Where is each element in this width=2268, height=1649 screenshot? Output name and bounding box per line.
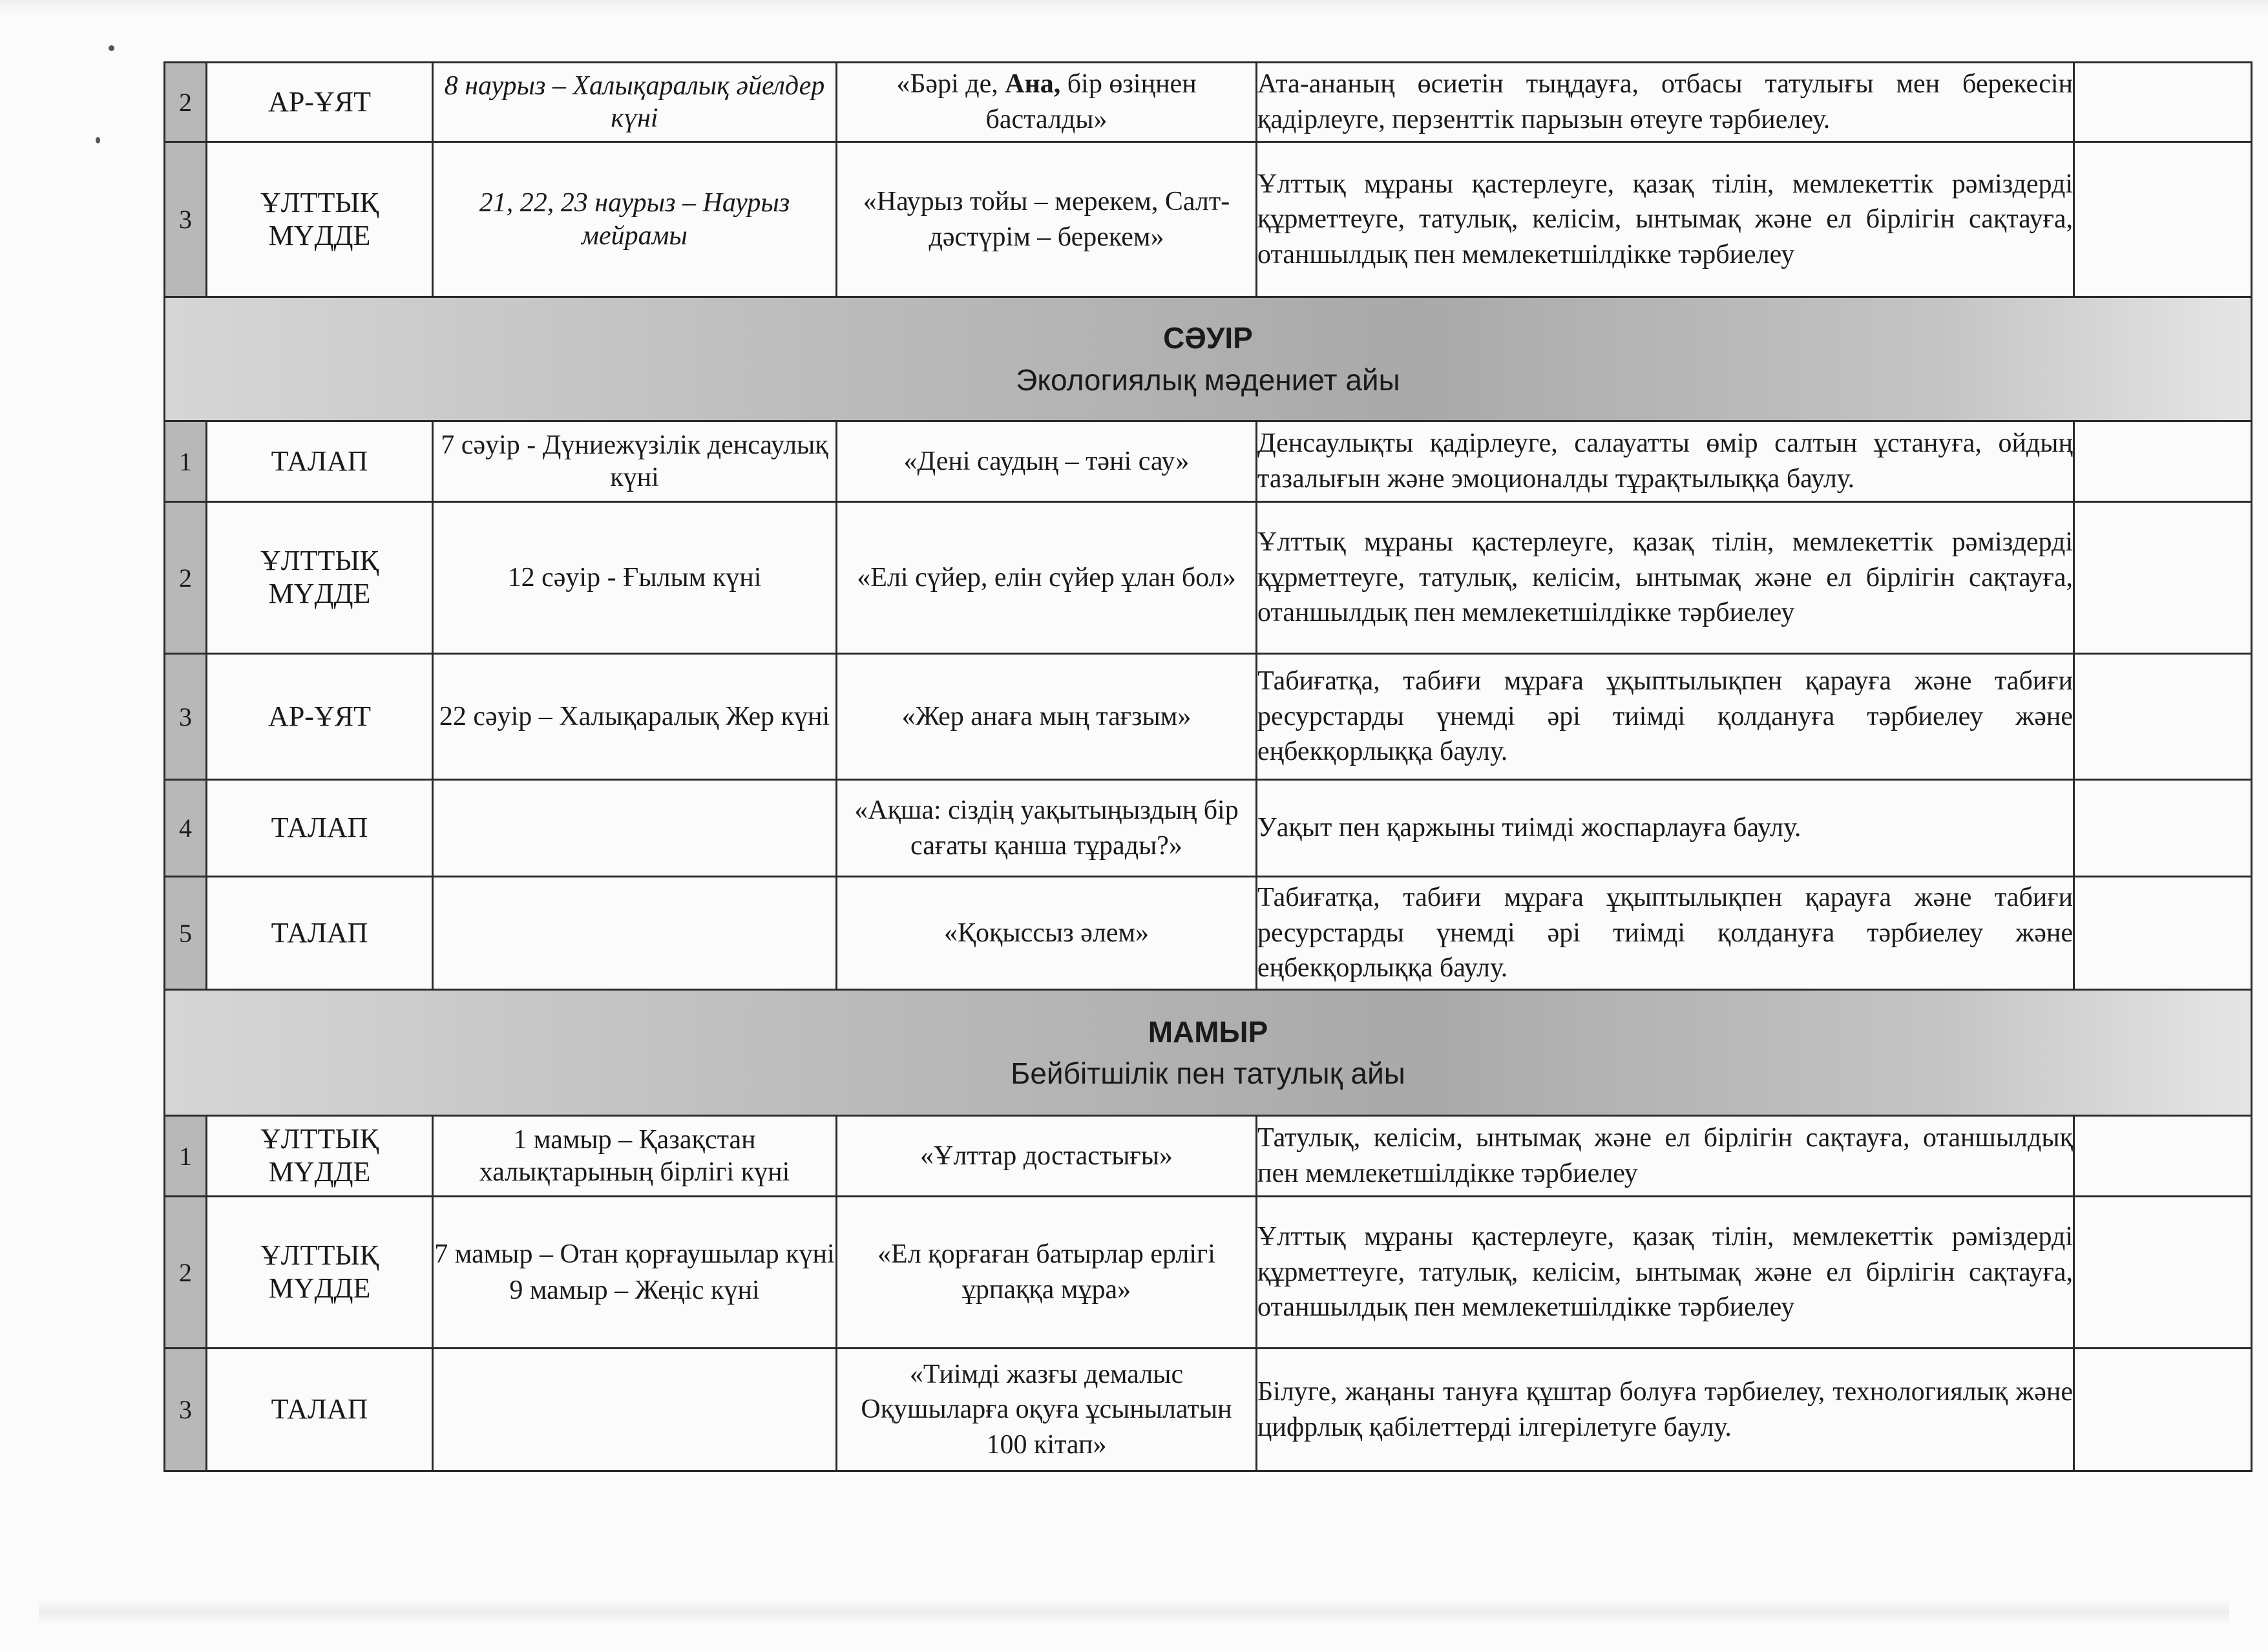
table-row bbox=[165, 654, 2252, 780]
table-row bbox=[165, 502, 2252, 654]
notes-cell bbox=[2074, 780, 2252, 877]
category-cell: ҰЛТТЫҚ МҮДДЕ bbox=[207, 502, 433, 654]
date-cell: 21, 22, 23 наурыз – Наурыз мейрамы bbox=[433, 142, 837, 297]
month-header-may bbox=[165, 990, 2252, 1116]
goal-cell: Табиғатқа, табиғи мұраға ұқыптылықпен қарауға және табиғи ресурстарды үнемді әрі тиімді қолдануға тәрбиелеу және еңбекқорлыққа баулу. bbox=[1257, 654, 2074, 780]
row-number: 4 bbox=[165, 780, 207, 877]
row-number: 3 bbox=[165, 1349, 207, 1471]
row-number: 2 bbox=[165, 63, 207, 142]
month-header-april bbox=[165, 297, 2252, 421]
goal-cell: Денсаулықты қадірлеуге, салауатты өмір салтын ұстануға, ойдың тазалығын және эмоционалды тұрақтылыққа баулу. bbox=[1257, 421, 2074, 502]
notes-cell bbox=[2074, 877, 2252, 990]
date-line: 7 мамыр – Отан қорғаушылар күні bbox=[434, 1239, 835, 1269]
event-title-cell: «Дені саудың – тәні сау» bbox=[837, 421, 1257, 502]
date-cell: 1 мамыр – Қазақстан халықтарының бірлігі күні bbox=[433, 1116, 837, 1197]
table-row bbox=[165, 877, 2252, 990]
notes-cell bbox=[2074, 502, 2252, 654]
notes-cell bbox=[2074, 421, 2252, 502]
month-title: МАМЫР bbox=[1148, 1014, 1268, 1049]
event-title-part: бір өзіңнен басталды» bbox=[985, 69, 1197, 134]
notes-cell bbox=[2074, 1197, 2252, 1349]
row-number: 1 bbox=[165, 1116, 207, 1197]
event-title-part: «Бәрі де, bbox=[896, 69, 1005, 100]
row-number: 2 bbox=[165, 502, 207, 654]
date-cell: 12 сәуір - Ғылым күні bbox=[433, 502, 837, 654]
event-title-cell: «Қоқыссыз әлем» bbox=[837, 877, 1257, 990]
scan-speck bbox=[96, 137, 100, 143]
date-cell: 7 сәуір - Дүниежүзілік денсаулық күні bbox=[433, 421, 837, 502]
goal-cell: Ұлттық мұраны қастерлеуге, қазақ тілін, мемлекеттік рәміздерді құрметтеуге, татулық, келісім, ынтымақ және ел бірлігін сақтауға, отаншылдық пен мемлекетшілдікке тәрбиелеу bbox=[1257, 142, 2074, 297]
event-title-emphasis: Ана, bbox=[1005, 69, 1061, 100]
date-cell bbox=[433, 780, 837, 877]
goal-cell: Ұлттық мұраны қастерлеуге, қазақ тілін, мемлекеттік рәміздерді құрметтеуге, татулық, келісім, ынтымақ және ел бірлігін сақтауға, отаншылдық пен мемлекетшілдікке тәрбиелеу bbox=[1257, 1197, 2074, 1349]
row-number: 1 bbox=[165, 421, 207, 502]
date-cell: 22 сәуір – Халықаралық Жер күні bbox=[433, 654, 837, 780]
event-title-cell: «Жер анаға мың тағзым» bbox=[837, 654, 1257, 780]
table-row bbox=[165, 1116, 2252, 1197]
date-cell bbox=[433, 1197, 837, 1349]
category-cell: ҰЛТТЫҚ МҮДДЕ bbox=[207, 1197, 433, 1349]
goal-cell: Ұлттық мұраны қастерлеуге, қазақ тілін, мемлекеттік рәміздерді құрметтеуге, татулық, келісім, ынтымақ және ел бірлігін сақтауға, отаншылдық пен мемлекетшілдікке тәрбиелеу bbox=[1257, 502, 2074, 654]
goal-cell: Ата-ананың өсиетін тыңдауға, отбасы татулығы мен берекесін қадірлеуге, перзенттік парызын өтеуге тәрбиелеу. bbox=[1257, 63, 2074, 142]
event-title-cell: «Ұлттар достастығы» bbox=[837, 1116, 1257, 1197]
table-row bbox=[165, 1197, 2252, 1349]
date-line: 9 мамыр – Жеңіс күні bbox=[509, 1276, 760, 1305]
date-cell bbox=[433, 877, 837, 990]
event-title-cell: «Наурыз тойы – мерекем, Салт-дәстүрім – берекем» bbox=[837, 142, 1257, 297]
category-cell: ТАЛАП bbox=[207, 877, 433, 990]
notes-cell bbox=[2074, 654, 2252, 780]
category-cell: АР-ҰЯТ bbox=[207, 63, 433, 142]
event-title-cell: «Ел қорғаған батырлар ерлігі ұрпаққа мұра» bbox=[837, 1197, 1257, 1349]
month-theme: Бейбітшілік пен татулық айы bbox=[1011, 1056, 1405, 1090]
notes-cell bbox=[2074, 142, 2252, 297]
table-row bbox=[165, 1349, 2252, 1471]
table-row bbox=[165, 780, 2252, 877]
event-title-cell bbox=[837, 63, 1257, 142]
table-row bbox=[165, 421, 2252, 502]
row-number: 3 bbox=[165, 142, 207, 297]
goal-cell: Табиғатқа, табиғи мұраға ұқыптылықпен қарауға және табиғи ресурстарды үнемді әрі тиімді қолдануға тәрбиелеу және еңбекқорлыққа баулу. bbox=[1257, 877, 2074, 990]
category-cell: ҰЛТТЫҚ МҮДДЕ bbox=[207, 142, 433, 297]
month-theme: Экологиялық мәдениет айы bbox=[1016, 362, 1400, 397]
category-cell: ТАЛАП bbox=[207, 1349, 433, 1471]
notes-cell bbox=[2074, 1349, 2252, 1471]
category-cell: ТАЛАП bbox=[207, 421, 433, 502]
scan-edge-bottom bbox=[39, 1599, 2229, 1625]
goal-cell: Татулық, келісім, ынтымақ және ел бірлігін сақтауға, отаншылдық пен мемлекетшілдікке тәрбиелеу bbox=[1257, 1116, 2074, 1197]
goal-cell: Білуге, жаңаны тануға құштар болуға тәрбиелеу, технологиялық және цифрлық қабілеттерді ілгерілетуге баулу. bbox=[1257, 1349, 2074, 1471]
event-title-cell: «Тиімді жазғы демалыс Оқушыларға оқуға ұсынылатын 100 кітап» bbox=[837, 1349, 1257, 1471]
category-cell: ҰЛТТЫҚ МҮДДЕ bbox=[207, 1116, 433, 1197]
table-row bbox=[165, 142, 2252, 297]
scan-edge-top bbox=[0, 0, 2268, 14]
event-plan-table bbox=[163, 61, 2252, 1472]
month-band bbox=[165, 990, 2252, 1116]
event-title-cell: «Елі сүйер, елін сүйер ұлан бол» bbox=[837, 502, 1257, 654]
date-cell bbox=[433, 1349, 837, 1471]
table-row bbox=[165, 63, 2252, 142]
month-title: СӘУІР bbox=[1163, 321, 1253, 355]
notes-cell bbox=[2074, 63, 2252, 142]
goal-cell: Уақыт пен қаржыны тиімді жоспарлауға баулу. bbox=[1257, 780, 2074, 877]
scan-speck bbox=[109, 45, 114, 51]
date-cell: 8 наурыз – Халықаралық әйелдер күні bbox=[433, 63, 837, 142]
row-number: 2 bbox=[165, 1197, 207, 1349]
notes-cell bbox=[2074, 1116, 2252, 1197]
row-number: 3 bbox=[165, 654, 207, 780]
row-number: 5 bbox=[165, 877, 207, 990]
category-cell: ТАЛАП bbox=[207, 780, 433, 877]
event-title-cell: «Ақша: сіздің уақытыңыздың бір сағаты қанша тұрады?» bbox=[837, 780, 1257, 877]
month-band bbox=[165, 297, 2252, 421]
category-cell: АР-ҰЯТ bbox=[207, 654, 433, 780]
